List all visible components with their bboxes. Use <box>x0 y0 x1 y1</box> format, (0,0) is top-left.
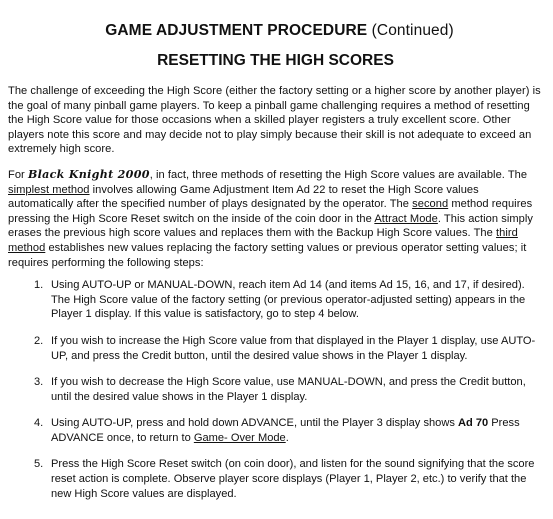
game-over-mode-label: Game- Over Mode <box>193 431 286 444</box>
steps-list <box>8 278 543 501</box>
ad-70-code: Ad 70 <box>457 417 489 430</box>
step-text: Press the High Score Reset switch (on coin door), and listen for the sound signifying that the score reset action is complete. Observe player score displays (Player 1, Player 2, etc.) to verify that the new High Score values are displayed. <box>51 458 535 500</box>
step-text: If you wish to decrease the High Score value, use MANUAL-DOWN, and press the Credit button, until the desired value shows in the Player 1 display. <box>51 376 526 403</box>
attract-mode-label: Attract Mode <box>374 212 438 225</box>
methods-text-4: method requires pressing the High Score Reset switch on the inside of the coin door in the <box>8 198 533 225</box>
step-number: 2. <box>34 334 44 347</box>
title-continued: (Continued) <box>371 22 454 39</box>
section-heading: RESETTING THE HIGH SCORES <box>157 52 394 69</box>
second-method-label: second <box>412 198 449 211</box>
step-5 <box>8 457 543 501</box>
step-4 <box>8 416 543 445</box>
third-method-label: third method <box>8 227 518 254</box>
step-text: Using AUTO-UP or MANUAL-DOWN, reach item Ad 14 (and items Ad 15, 16, and 17, if desired). The High Score value of the factory setting (or previous operator-adjusted setting) appears in the Player 1 display. If this value is satisfactory, go to step 4 below. <box>51 279 526 321</box>
step-number: 3. <box>34 376 44 389</box>
step-text: If you wish to increase the High Score value from that displayed in the Player 1 display, use AUTO-UP, and press the Credit button, until the desired value shows in the Player 1 display. <box>51 334 536 362</box>
step-2 <box>8 334 543 363</box>
step-text-a: Using AUTO-UP, press and hold down ADVANCE, until the Player 3 display shows <box>51 417 458 430</box>
step-number: 5. <box>34 458 44 471</box>
title-main: GAME ADJUSTMENT PROCEDURE <box>105 22 368 39</box>
methods-text-6: establishes new values replacing the factory setting values or previous operator setting values; it requires performing the following steps: <box>8 241 527 269</box>
methods-text-1: For <box>8 168 28 181</box>
step-3 <box>8 375 543 404</box>
step-text-c: . <box>285 431 289 444</box>
methods-paragraph <box>8 168 543 270</box>
page-title <box>8 22 543 40</box>
simplest-method-label: simplest method <box>8 183 90 196</box>
methods-text-3: involves allowing Game Adjustment Item Ad 22 to reset the High Score values automatically after the specified number of plays designated by the operator. The <box>8 183 479 211</box>
step-1 <box>8 278 543 322</box>
game-name-logo: Black Knight 2000 <box>27 167 150 181</box>
methods-text-2: , in fact, three methods of resetting the High Score values are available. The <box>149 168 528 181</box>
step-text-b: Press ADVANCE once, to return to <box>51 417 520 444</box>
intro-paragraph: The challenge of exceeding the High Score (either the factory setting or a higher score by another player) is the goal of many pinball game players. To keep a pinball game challenging requires a method of resetting the High Score value for those occasions when a skilled player registers a truly excellent score. Other players note this score and may decide not to play simply because their skill is not adequate to exceed an extremely high score. <box>8 85 541 156</box>
methods-text-5: . This action simply erases the previous high score values and replaces them with the Backup High Score values. The <box>8 212 533 240</box>
step-number: 4. <box>34 417 44 430</box>
step-number: 1. <box>34 279 44 292</box>
